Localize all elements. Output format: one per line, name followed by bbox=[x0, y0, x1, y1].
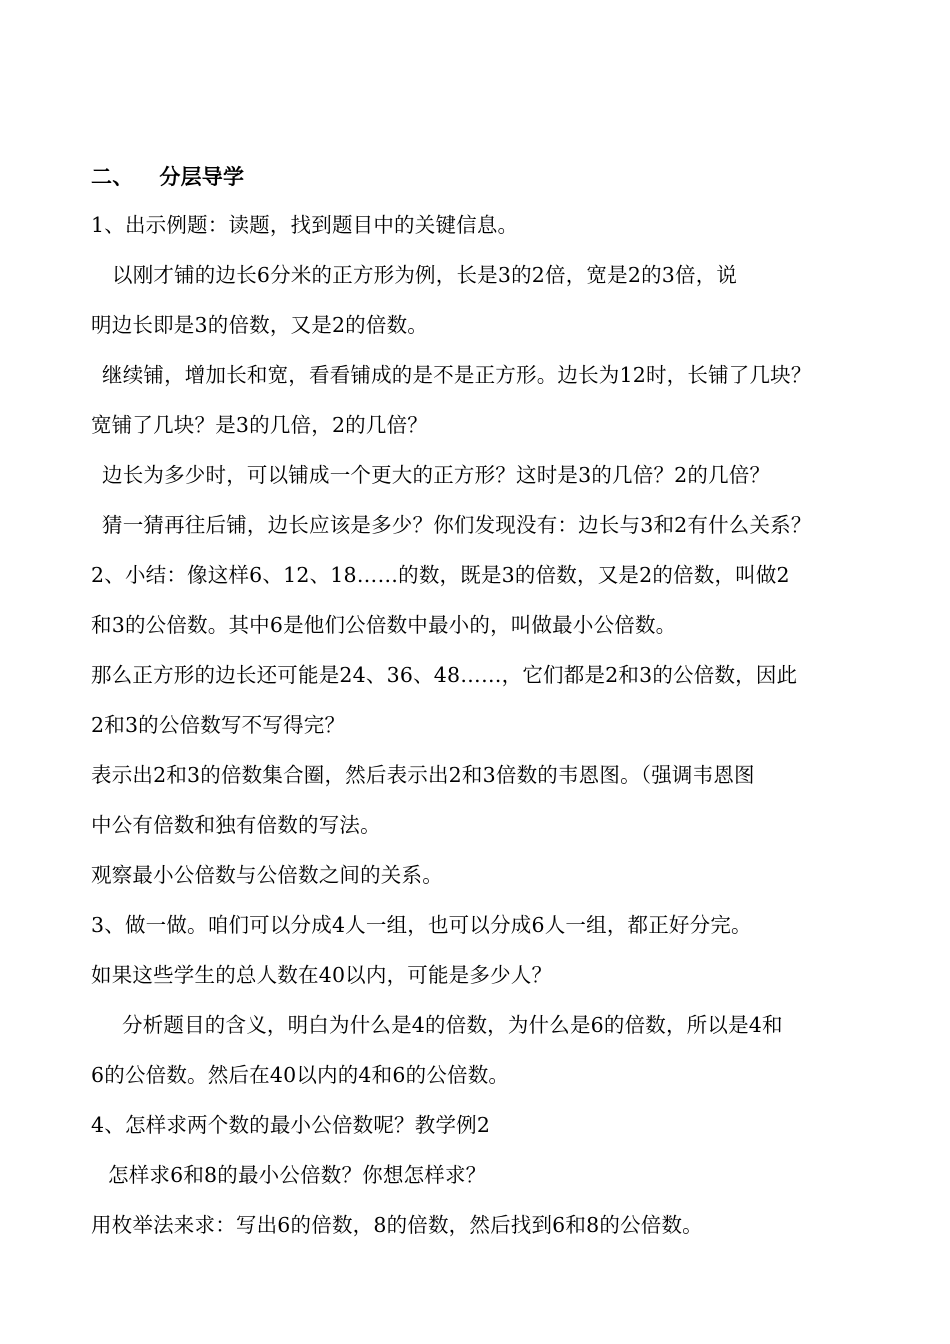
text-line-17: 分析题目的含义，明白为什么是4的倍数，为什么是6的倍数，所以是4和 bbox=[122, 1013, 783, 1037]
text-line-10: 那么正方形的边长还可能是24、36、48……，它们都是2和3的公倍数，因此 bbox=[91, 663, 798, 687]
text-line-3: 明边长即是3的倍数，又是2的倍数。 bbox=[91, 313, 428, 337]
text-line-8: 2、小结：像这样6、12、18……的数，既是3的倍数，又是2的倍数，叫做2 bbox=[91, 563, 790, 587]
section-number: 二、 bbox=[91, 164, 134, 189]
text-line-14: 观察最小公倍数与公倍数之间的关系。 bbox=[91, 863, 443, 887]
text-line-19: 4、怎样求两个数的最小公倍数呢？教学例2 bbox=[91, 1113, 491, 1137]
text-line-21: 用枚举法来求：写出6的倍数，8的倍数，然后找到6和8的公倍数。 bbox=[91, 1213, 703, 1237]
section-title: 分层导学 bbox=[159, 164, 245, 189]
text-line-12: 表示出2和3的倍数集合圈，然后表示出2和3倍数的韦恩图。（强调韦恩图 bbox=[91, 763, 755, 787]
text-line-11: 2和3的公倍数写不写得完？ bbox=[91, 713, 346, 737]
text-line-15: 3、做一做。咱们可以分成4人一组，也可以分成6人一组，都正好分完。 bbox=[91, 913, 752, 937]
text-line-18: 6的公倍数。然后在40以内的4和6的公倍数。 bbox=[91, 1063, 510, 1087]
text-line-7: 猜一猜再往后铺，边长应该是多少？你们发现没有：边长与3和2有什么关系？ bbox=[102, 513, 812, 537]
text-line-1: 1、出示例题：读题，找到题目中的关键信息。 bbox=[91, 213, 519, 237]
section-heading bbox=[91, 163, 244, 191]
text-line-9: 和3的公倍数。其中6是他们公倍数中最小的，叫做最小公倍数。 bbox=[91, 613, 677, 637]
text-line-20: 怎样求6和8的最小公倍数？你想怎样求？ bbox=[108, 1163, 487, 1187]
text-line-4: 继续铺，增加长和宽，看看铺成的是不是正方形。边长为12时，长铺了几块？ bbox=[102, 363, 812, 387]
text-line-13: 中公有倍数和独有倍数的写法。 bbox=[91, 813, 381, 837]
text-line-2: 以刚才铺的边长6分米的正方形为例，长是3的2倍，宽是2的3倍，说 bbox=[112, 263, 738, 287]
text-line-5: 宽铺了几块？是3的几倍，2的几倍？ bbox=[91, 413, 428, 437]
text-line-6: 边长为多少时，可以铺成一个更大的正方形？这时是3的几倍？2的几倍？ bbox=[102, 463, 771, 487]
text-line-16: 如果这些学生的总人数在40以内，可能是多少人？ bbox=[91, 963, 553, 987]
